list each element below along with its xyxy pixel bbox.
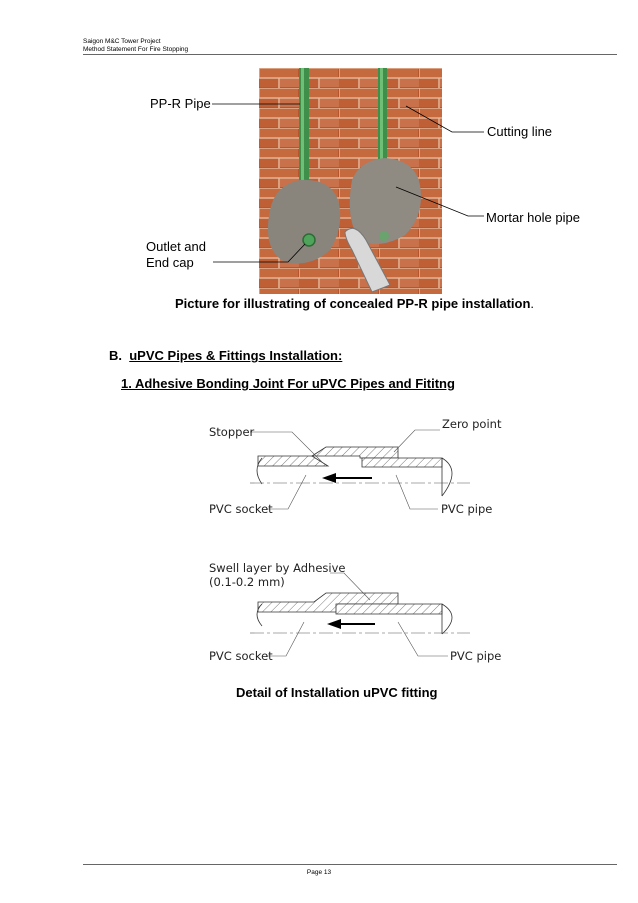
- diagram-1: [250, 430, 470, 509]
- label-mortar-hole: Mortar hole pipe: [486, 210, 580, 225]
- d2-swell-line2: (0.1-0.2 mm): [209, 575, 285, 589]
- d2-swell-line1: Swell layer by Adhesive: [209, 561, 346, 575]
- d1-label-stopper: Stopper: [209, 425, 255, 439]
- label-cutting-line: Cutting line: [487, 124, 553, 139]
- d2-pipe-end: [442, 604, 452, 634]
- label-ppr-pipe: PP-R Pipe: [150, 96, 211, 111]
- d1-label-zero-point: Zero point: [442, 417, 502, 431]
- d1-pipe-hatch: [362, 458, 442, 467]
- photo-caption-text: Picture for illustrating of concealed PP-R pipe installation: [175, 296, 531, 311]
- section-b-title: uPVC Pipes & Fittings Installation:: [129, 348, 343, 363]
- d1-pipe-end: [442, 458, 452, 496]
- page-number: Page 13: [306, 869, 332, 876]
- d1-label-pvc-socket: PVC socket: [209, 502, 273, 516]
- header-project: Saigon M&C Tower Project: [83, 38, 161, 45]
- label-outlet-line1: Outlet and: [146, 239, 206, 254]
- d2-label-swell-layer: [209, 561, 346, 589]
- label-outlet-line2: End cap: [146, 255, 194, 270]
- d2-pipe-hatch: [336, 604, 442, 614]
- d1-label-pvc-pipe: PVC pipe: [441, 502, 493, 516]
- footer-rule: [83, 864, 617, 865]
- header-document: Method Statement For Fire Stopping: [83, 46, 189, 53]
- d1-socket-top: [312, 447, 398, 458]
- section-b-prefix: B.: [109, 348, 122, 363]
- detail-caption: Detail of Installation uPVC fitting: [236, 685, 438, 700]
- section-1-heading: 1. Adhesive Bonding Joint For uPVC Pipes and Fititng: [121, 376, 455, 391]
- photo-caption-period: .: [530, 296, 535, 311]
- d2-label-pvc-socket: PVC socket: [209, 649, 273, 663]
- d2-label-pvc-pipe: PVC pipe: [450, 649, 502, 663]
